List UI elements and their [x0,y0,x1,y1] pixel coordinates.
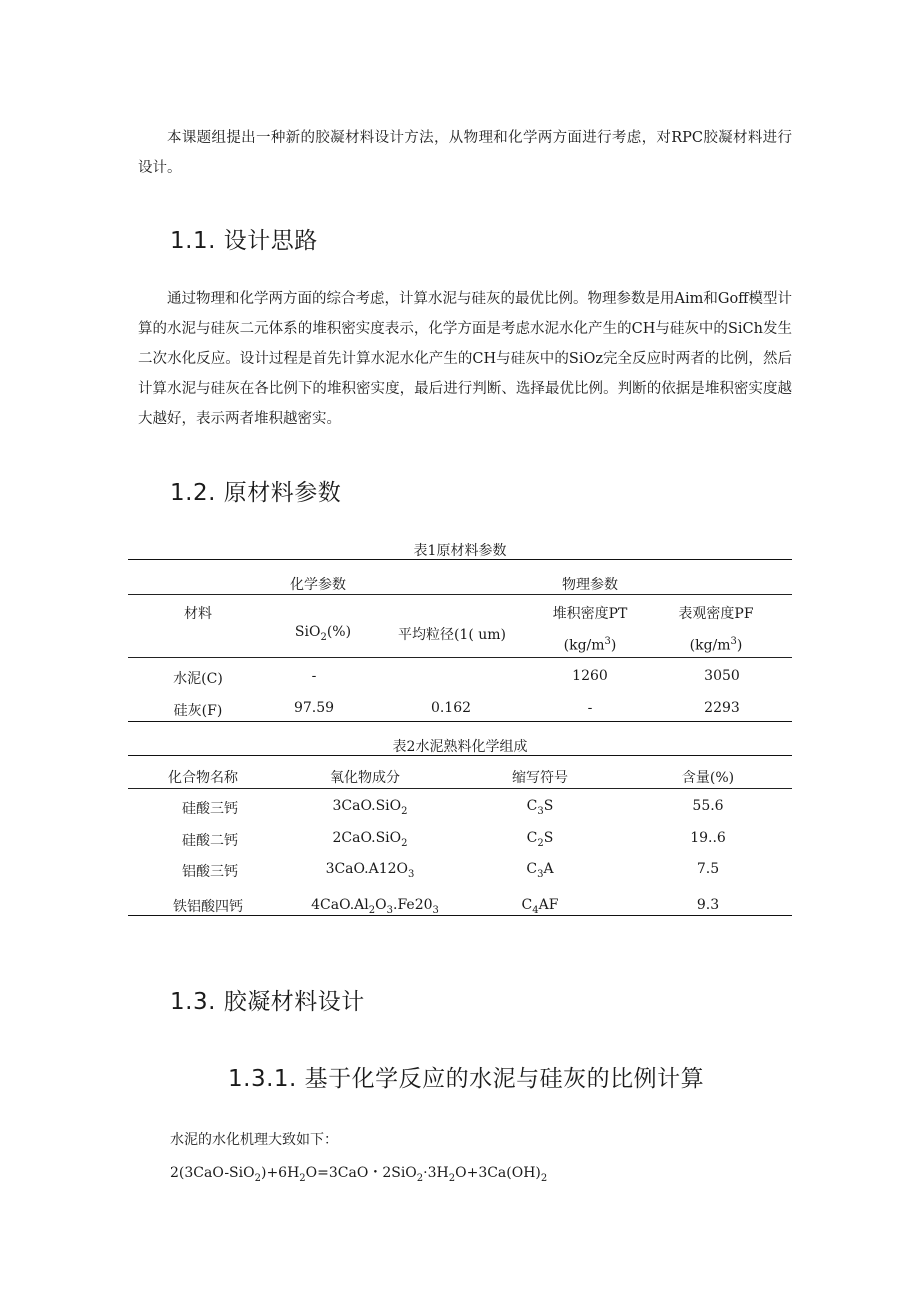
hydration-equation: $2(3CaO-SiO_2)+6H_2O=3CaO$・$2SiO_2\cdot 3H_2O+3Ca(OH)_2$ [170,1165,548,1184]
table1-row-sio2: - [311,668,317,684]
table2-row-content: 9.3 [696,897,720,913]
design-paragraph: 通过物理和化学两方面的综合考虑，计算水泥与硅灰的最优比例。物理参数是用Aim和Goff模型计算的水泥与硅灰二元体系的堆积密实度表示，化学方面是考虑水泥水化产生的CH与硅灰中的SiCh发生二次水化反应。设计过程是首先计算水泥水化产生的CH与硅灰中的SiOz完全反应时两者的比例，然后计算水泥与硅灰在各比例下的堆积密实度，最后进行判断、选择最优比例。判断的依据是堆积密实度越大越好，表示两者堆积越密实。 [138,291,792,427]
table2-row-abbr: $C_3S$ [526,798,554,817]
table1-row-sio2: 97.59 [293,700,335,716]
table1-col-particle: 平均粒径(1( um) [397,627,507,643]
table2-row-abbr: $C_2S$ [526,830,554,849]
heading-1-1: 1.1. 设计思路 [170,228,318,254]
table2-col-name: 化合物名称 [168,770,238,786]
table1-row-apparent: 2293 [704,700,740,716]
table2-row-oxide: 3CaO.SiO$_2$ [332,798,408,817]
table1-col-apparent-unit: $(kg/m^3)$ [689,636,743,654]
heading-1-3: 1.3. 胶凝材料设计 [170,989,365,1015]
table1-bottom-rule [128,721,792,722]
table2-row-abbr: $C_3A$ [526,861,554,880]
table1-row-material: 水泥(C) [173,671,223,687]
heading-1-2: 1.2. 原材料参数 [170,480,342,506]
table1-group-rule [128,594,792,595]
table2-row-name: 铁铝酸四钙 [173,899,243,915]
table2-row-oxide: $4CaO.Al_2O_3.Fe20_3$ [311,897,439,916]
table1-row-material: 硅灰(F) [173,703,223,719]
hydration-intro: 水泥的水化机理大致如下： [170,1132,338,1148]
table2-caption: 表2水泥熟料化学组成 [392,739,528,755]
table1-group-phys: 物理参数 [562,577,618,593]
table1-col-material: 材料 [184,606,212,622]
table2-row-oxide: 2CaO.SiO$_2$ [332,830,408,849]
table1-col-bulk: 堆积密度PT [552,606,628,622]
table2-col-content: 含量(%) [681,770,735,786]
table1-top-rule [128,559,792,560]
table1-row-bulk: 1260 [572,668,608,684]
heading-1-3-1: 1.3.1. 基于化学反应的水泥与硅灰的比例计算 [228,1066,705,1092]
table1-col-bulk-unit: $(kg/m^3)$ [563,636,617,654]
table1-col-apparent: 表观密度PF [678,606,754,622]
table2-header-rule [128,788,792,789]
table1-header-rule [128,657,792,658]
table2-top-rule [128,755,792,756]
table1-row-bulk: - [587,700,593,716]
table2-row-abbr: $C_4AF$ [521,897,559,916]
table1-row-apparent: 3050 [704,668,740,684]
table2-row-name: 铝酸三钙 [182,864,238,880]
intro-paragraph: 本课题组提出一种新的胶凝材料设计方法，从物理和化学两方面进行考虑，对RPC胶凝材料进行设计。 [138,130,792,176]
table2-row-oxide: $3CaO.A12O_3$ [325,861,415,880]
table1-col-sio2: SiO$_2$(%) [294,624,352,643]
table2-row-content: 55.6 [692,798,724,814]
table2-bottom-rule [128,915,792,916]
table2-row-name: 硅酸三钙 [182,801,238,817]
table1-caption: 表1原材料参数 [413,543,507,559]
table2-col-oxide: 氧化物成分 [330,770,400,786]
table2-row-content: 7.5 [696,861,720,877]
table2-col-abbr: 缩写符号 [512,770,568,786]
table2-row-name: 硅酸二钙 [182,833,238,849]
table2-row-content: 19..6 [690,830,726,846]
table1-group-chem: 化学参数 [290,577,346,593]
table1-row-particle: 0.162 [430,700,472,716]
